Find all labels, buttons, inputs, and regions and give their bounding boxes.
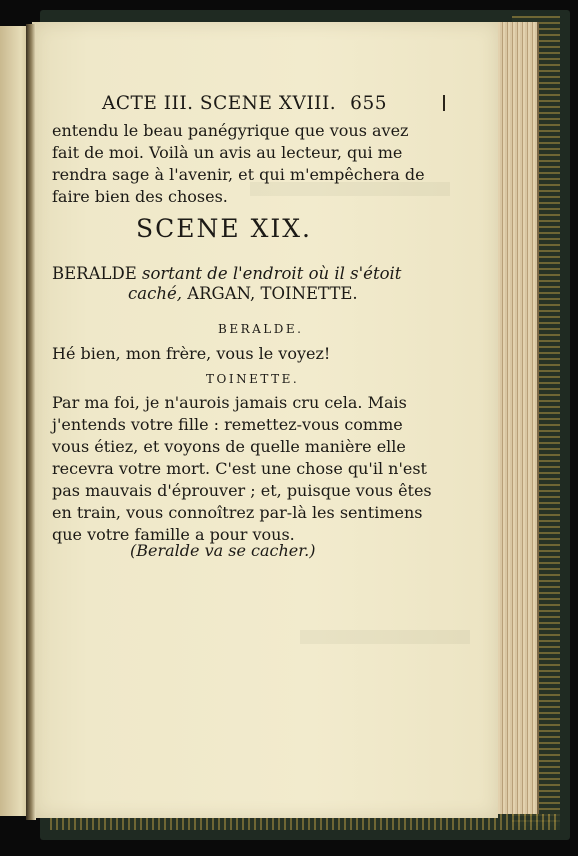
cast-name: BERALDE xyxy=(52,264,137,283)
cast-names: ARGAN, TOINETTE. xyxy=(187,284,358,303)
cast-direction: caché, xyxy=(128,284,182,303)
page-gutter xyxy=(26,24,36,820)
stage-direction: (Beralde va se cacher.) xyxy=(130,541,316,560)
cast-line xyxy=(128,284,358,303)
running-title: ACTE III. SCENE XVIII. xyxy=(102,93,337,114)
margin-mark xyxy=(443,95,445,111)
show-through-mark xyxy=(300,630,470,644)
dialogue-line: pas mauvais d'éprouver ; et, puisque vous êtes xyxy=(52,481,432,500)
text-line: rendra sage à l'avenir, et qui m'empêchera de xyxy=(52,165,425,184)
page-block-edges xyxy=(495,22,539,814)
scene-title: SCENE XIX. xyxy=(136,214,312,243)
speaker-name: BERALDE. xyxy=(218,322,304,336)
page-number: 655 xyxy=(350,93,387,114)
text-line: fait de moi. Voilà un avis au lecteur, qui me xyxy=(52,143,403,162)
dialogue-line: j'entends votre fille : remettez-vous comme xyxy=(52,415,403,434)
dialogue-line: Par ma foi, je n'aurois jamais cru cela. Mais xyxy=(52,393,407,412)
speaker-name: TOINETTE. xyxy=(206,372,300,386)
dialogue-line: en train, vous connoîtrez par-là les sentimens xyxy=(52,503,423,522)
show-through-mark xyxy=(250,182,450,196)
dialogue-line: que votre famille a pour vous. xyxy=(52,525,295,544)
dialogue-line: vous étiez, et voyons de quelle manière elle xyxy=(52,437,406,456)
text-line: faire bien des choses. xyxy=(52,187,228,206)
cast-direction: sortant de l'endroit où il s'étoit xyxy=(142,264,402,283)
cast-line xyxy=(52,264,401,283)
text-line: entendu le beau panégyrique que vous avez xyxy=(52,121,409,140)
dialogue-line: recevra votre mort. C'est une chose qu'il n'est xyxy=(52,459,427,478)
dialogue-line: Hé bien, mon frère, vous le voyez! xyxy=(52,344,331,363)
running-header xyxy=(102,93,387,114)
